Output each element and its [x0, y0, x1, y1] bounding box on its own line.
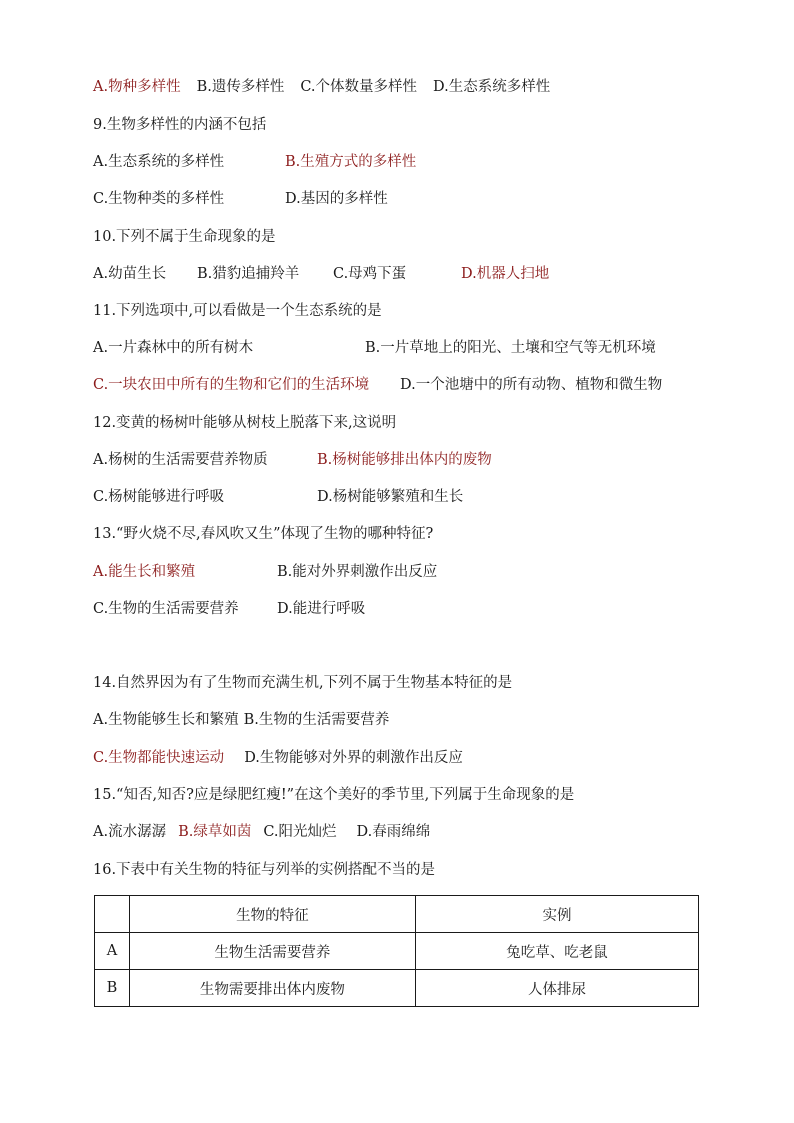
q12-option-c: C.杨树能够进行呼吸 — [93, 489, 225, 505]
q10-stem: 10.下列不属于生命现象的是 — [93, 229, 276, 245]
q11-option-b: B.一片草地上的阳光、土壤和空气等无机环境 — [365, 340, 656, 356]
table-header-cell — [95, 896, 130, 933]
table-header-row — [95, 896, 699, 933]
q14-options-row1 — [93, 710, 389, 730]
q9-option-d: D.基因的多样性 — [285, 191, 388, 207]
q15-option-b: B.绿草如茵 — [178, 824, 252, 840]
q10-option-b: B.猎豹追捕羚羊 — [197, 266, 300, 282]
q16-stem: 16.下表中有关生物的特征与列举的实例搭配不当的是 — [93, 862, 436, 878]
q11-option-c: C.一块农田中所有的生物和它们的生活环境 — [93, 377, 370, 393]
q12-stem: 12.变黄的杨树叶能够从树枝上脱落下来,这说明 — [93, 415, 397, 431]
table-header-cell: 生物的特征 — [129, 896, 415, 933]
table-cell: A — [95, 933, 130, 970]
q15-stem: 15.“知否,知否?应是绿肥红瘦!”在这个美好的季节里,下列属于生命现象的是 — [93, 787, 575, 803]
table-cell: B — [95, 970, 130, 1007]
q14-stem: 14.自然界因为有了生物而充满生机,下列不属于生物基本特征的是 — [93, 675, 513, 691]
q12-option-d: D.杨树能够繁殖和生长 — [317, 489, 464, 505]
q8-option-d: D.生态系统多样性 — [433, 79, 551, 95]
q15-options — [93, 822, 430, 842]
table-row — [95, 970, 699, 1007]
q11-option-d: D.一个池塘中的所有动物、植物和微生物 — [400, 377, 663, 393]
q14-options-row2 — [93, 748, 463, 768]
q13-option-a: A.能生长和繁殖 — [93, 564, 196, 580]
q12-option-b: B.杨树能够排出体内的废物 — [317, 452, 492, 468]
q14-option-b: B.生物的生活需要营养 — [243, 712, 390, 728]
q13-option-b: B.能对外界刺激作出反应 — [277, 564, 438, 580]
q14-option-a: A.生物能够生长和繁殖 — [93, 712, 239, 728]
q13-option-d: D.能进行呼吸 — [277, 601, 366, 617]
q14-option-d: D.生物能够对外界的刺激作出反应 — [244, 750, 463, 766]
q11-stem: 11.下列选项中,可以看做是一个生态系统的是 — [93, 303, 382, 319]
q9-option-a: A.生态系统的多样性 — [93, 154, 225, 170]
q16-table — [94, 895, 699, 1007]
q9-stem: 9.生物多样性的内涵不包括 — [93, 117, 267, 133]
q9-option-b: B.生殖方式的多样性 — [285, 154, 417, 170]
table-cell: 生物生活需要营养 — [129, 933, 415, 970]
q15-option-d: D.春雨绵绵 — [356, 824, 431, 840]
table-header-cell: 实例 — [415, 896, 698, 933]
q11-option-a: A.一片森林中的所有树木 — [93, 340, 254, 356]
q13-stem: 13.“野火烧不尽,春风吹又生”体现了生物的哪种特征? — [93, 526, 434, 542]
q8-option-a: A.物种多样性 — [93, 79, 181, 95]
q8-option-b: B.遗传多样性 — [196, 79, 285, 95]
q10-option-c: C.母鸡下蛋 — [333, 266, 407, 282]
q10-option-d: D.机器人扫地 — [461, 266, 550, 282]
table-cell: 兔吃草、吃老鼠 — [415, 933, 698, 970]
table-cell: 人体排尿 — [415, 970, 698, 1007]
q10-option-a: A.幼苗生长 — [93, 266, 167, 282]
q15-option-a: A.流水潺潺 — [93, 824, 167, 840]
q13-option-c: C.生物的生活需要营养 — [93, 601, 239, 617]
q14-option-c: C.生物都能快速运动 — [93, 750, 225, 766]
q12-option-a: A.杨树的生活需要营养物质 — [93, 452, 268, 468]
table-row — [95, 933, 699, 970]
q8-options — [93, 77, 550, 97]
q15-option-c: C.阳光灿烂 — [263, 824, 337, 840]
q9-option-c: C.生物种类的多样性 — [93, 191, 225, 207]
table-cell: 生物需要排出体内废物 — [129, 970, 415, 1007]
q8-option-c: C.个体数量多样性 — [300, 79, 418, 95]
